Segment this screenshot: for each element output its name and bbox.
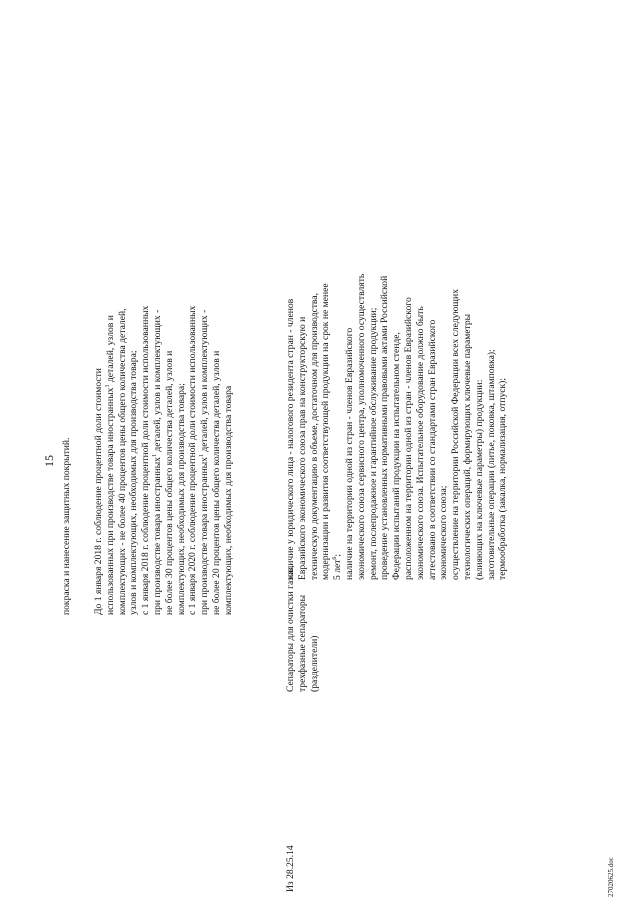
line-text: Федерации испытаний продукции на испытательном стенде, [391,332,403,580]
document-id: 27020625.doc [607,857,615,897]
line-text: аттестовано в соответствии со стандартами стран Евразийского [426,319,438,580]
footnote-marker: 1 [151,454,158,458]
line-text: техническую документацию в объеме, достаточном для производства, [308,293,320,580]
line-text: термообработка (закалка, нормализация, отпуск); [497,377,509,580]
footnote-marker: 6 [332,556,338,560]
text-line: покраска и нанесение защитных покрытий. [61,437,72,615]
localization-requirements [93,306,235,615]
text-line [297,274,309,580]
text-line [356,274,368,580]
text-line [152,306,164,615]
text-line [344,274,356,580]
intro-text [61,438,73,615]
text-line [332,274,344,580]
line-text: комплектующих, необходимых для производства товара; [175,383,187,615]
line-text: узлов и комплектующих, необходимых для производства товара; [128,350,140,615]
line-text: комплектующих, необходимых для производства товара [222,385,234,615]
text-line [128,306,140,615]
line-text-continued: ; [332,553,344,557]
line-text: при производстве товара иностранных [199,457,211,615]
text-line [368,274,380,580]
text-line [93,306,105,615]
text-line [117,306,129,615]
line-text: (влияющих на ключевые параметры) продукции: [473,379,485,580]
text-line: Из 28.25.14 [285,845,296,892]
text-line [403,274,415,580]
line-text: осуществление на территории Российской Федерации всех следующих [450,289,462,580]
line-text: заготовительные операции (литье, поковка, штамповка); [485,349,497,580]
line-text-continued: деталей, узлов и комплектующих - [151,309,163,455]
text-line [391,274,403,580]
line-text: 5 лет [332,559,344,580]
line-text: при производстве товара иностранных [151,457,163,615]
line-text: наличие у юридического лица - налогового резидента стран - членов [285,298,296,580]
line-text: использованных при производстве товара иностранных [104,387,116,615]
text-line: трехфазные сепараторы [296,594,308,692]
line-text: расположенном на территории одной из стран - членов Евразийского [402,297,414,580]
line-text: модернизации и развития соответствующей продукции на срок не менее [320,283,332,580]
line-text: технологических операций, формирующих ключевые параметры [461,313,473,580]
text-line [379,274,391,580]
line-text: ремонт, послепродажное и гарантийное обслуживание продукции; [367,307,379,580]
line-text: наличие на территории одной из стран - членов Евразийского [343,327,355,580]
text-line [140,306,152,615]
text-line [427,274,439,580]
text-line [176,306,188,615]
line-text: экономического союза; [438,485,450,580]
page-number: 15 [42,455,56,467]
production-conditions [285,274,509,580]
footnote-marker: 1 [198,454,205,458]
text-line [223,306,235,615]
text-line [486,274,498,580]
line-text-continued: деталей, узлов и комплектующих - [199,309,211,455]
product-code [285,845,297,892]
line-text: экономического союза сервисного центра, уполномоченного осуществлять [355,273,367,580]
text-line [199,306,211,615]
text-line [415,274,427,580]
text-line [320,274,332,580]
line-text: не более 30 процентов цены общего количества деталей, узлов и [163,350,175,615]
product-name [285,565,320,692]
text-line [285,274,297,580]
text-line: Сепараторы для очистки газов, [285,565,296,692]
line-text: с 1 января 2020 г. соблюдение процентной доли стоимости использованных [187,305,199,615]
text-line [438,274,450,580]
text-line [497,274,509,580]
line-text: проведение установленных нормативными правовыми актами Российской [379,275,391,580]
line-text: с 1 января 2018 г. соблюдение процентной доли стоимости использованных [140,305,152,615]
text-line [211,306,223,615]
line-text: Евразийского экономического союза прав на конструкторскую и [296,316,308,580]
line-text: До 1 января 2018 г. соблюдение процентной доли стоимости [93,368,104,615]
text-line [450,274,462,580]
text-line [187,306,199,615]
line-text: экономического союза. Испытательное оборудование должно быть [414,306,426,580]
text-line [309,274,321,580]
line-text-continued: деталей, узлов и [104,315,116,385]
text-line [105,306,117,615]
line-text: комплектующих - не более 40 процентов цены общего количества деталей, [116,308,128,615]
text-line: (разделители) [308,635,320,692]
footnote-marker: 1 [104,384,111,388]
text-line [164,306,176,615]
line-text: не более 20 процентов цены общего количества деталей, узлов и [210,350,222,615]
text-line [462,274,474,580]
text-line [474,274,486,580]
